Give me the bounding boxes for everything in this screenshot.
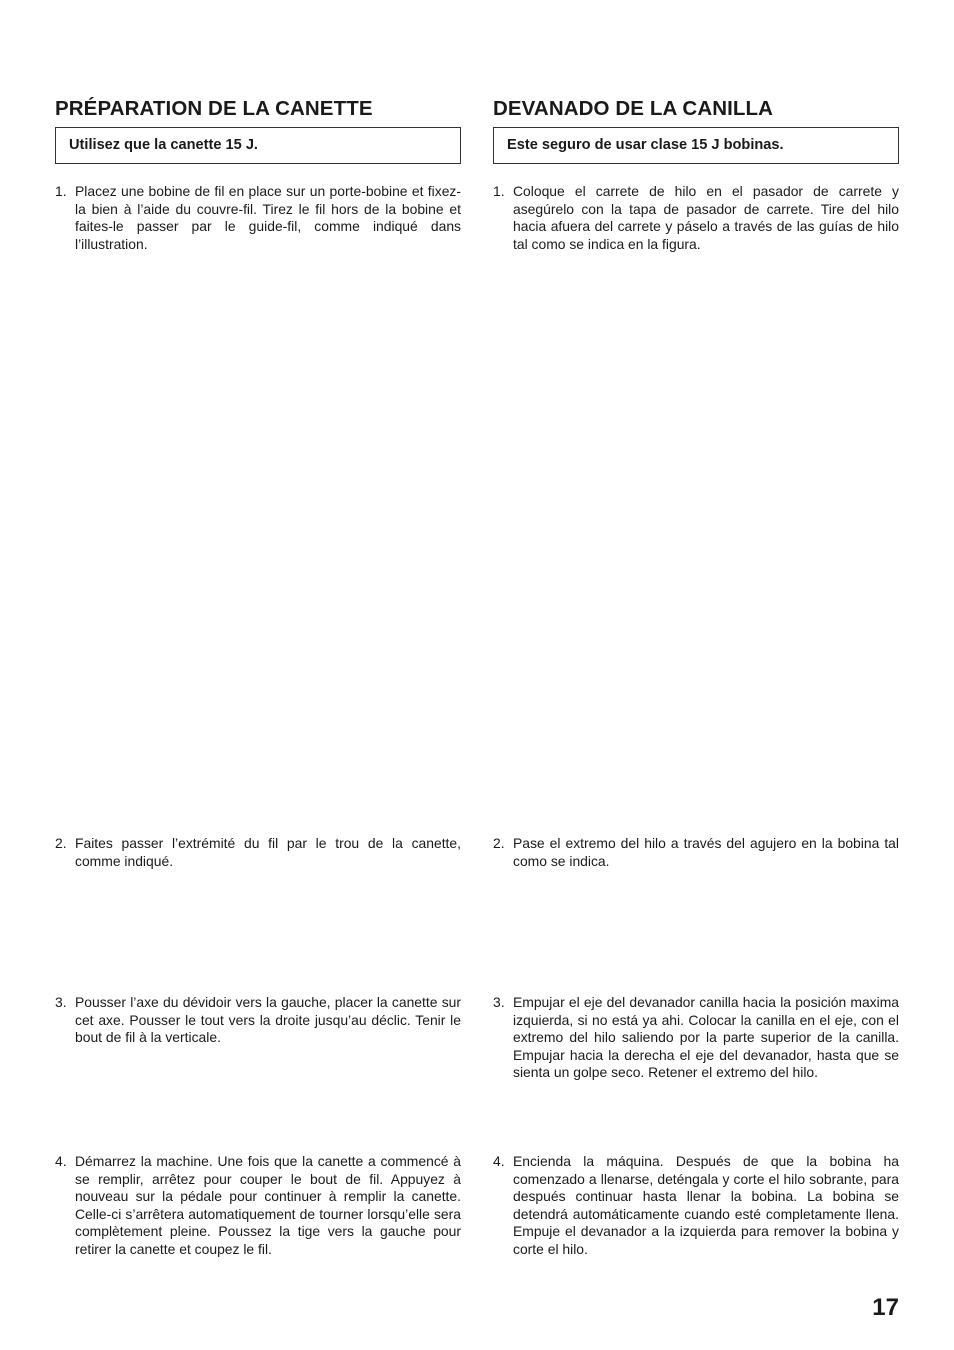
step-3-french	[55, 994, 461, 1047]
note-box-spanish	[493, 127, 899, 164]
step-1-spanish	[493, 183, 899, 253]
note-text-spanish: Este seguro de usar clase 15 J bobinas.	[507, 137, 784, 153]
step-number: 2.	[493, 835, 505, 851]
step-2-spanish	[493, 835, 899, 870]
step-text: Placez une bobine de fil en place sur un porte-bobine et fixez-la bien à l’aide du couvre-fil. Tirez le fil hors de la bobine et faites-le passer par le guide-fil, comme indiqué dans l’illustration.	[75, 183, 461, 252]
step-number: 2.	[55, 835, 67, 851]
step-text: Coloque el carrete de hilo en el pasador de carrete y asegúrelo con la tapa de pasador de carrete. Tire del hilo hacia afuera del carrete y páselo a través de las guías de hilo tal como se indica en la figura.	[513, 183, 899, 252]
step-number: 1.	[55, 183, 67, 199]
step-text: Démarrez la machine. Une fois que la canette a commencé à se remplir, arrêtez pour couper le bout de fil. Appuyez à nouveau sur la pédale pour continuer à remplir la canette. Celle-ci s’arrêtera automatiquement de tourner lorsqu’elle sera complètement pleine. Poussez la tige vers la gauche pour retirer la canette et coupez le fil.	[75, 1153, 461, 1257]
step-text: Empujar el eje del devanador canilla hacia la posición maxima izquierda, si no está ya ahi. Colocar la canilla en el eje, con el extremo del hilo saliendo por la parte superior de la canilla. Empujar hacia la derecha el eje del devanador, hasta que se sienta un golpe seco. Retener el extremo del hilo.	[513, 994, 899, 1081]
step-4-french	[55, 1153, 461, 1259]
step-1-french	[55, 183, 461, 253]
note-box-french	[55, 127, 461, 164]
step-number: 3.	[493, 994, 505, 1010]
step-text: Pousser l’axe du dévidoir vers la gauche, placer la canette sur cet axe. Pousser le tout vers la droite jusqu’au déclic. Tenir le bout de fil à la verticale.	[75, 994, 461, 1046]
step-text: Pase el extremo del hilo a través del agujero en la bobina tal como se indica.	[513, 835, 899, 869]
section-title-spanish: DEVANADO DE LA CANILLA	[493, 97, 774, 120]
step-4-spanish	[493, 1153, 899, 1259]
section-title-french: PRÉPARATION DE LA CANETTE	[55, 97, 373, 120]
step-number: 3.	[55, 994, 67, 1010]
step-3-spanish	[493, 994, 899, 1082]
step-text: Encienda la máquina. Después de que la bobina ha comenzado a llenarse, deténgala y corte el hilo sobrante, para después continuar hasta llenar la bobina. La bobina se detendrá automáticamente cuando esté completamente llena. Empuje el devanador a la izquierda para remover la bobina y corte el hilo.	[513, 1153, 899, 1257]
step-text: Faites passer l’extrémité du fil par le trou de la canette, comme indiqué.	[75, 835, 461, 869]
step-number: 4.	[55, 1153, 67, 1169]
step-number: 1.	[493, 183, 505, 199]
page-number: 17	[872, 1294, 899, 1321]
step-number: 4.	[493, 1153, 505, 1169]
step-2-french	[55, 835, 461, 870]
note-text-french: Utilisez que la canette 15 J.	[69, 137, 258, 153]
